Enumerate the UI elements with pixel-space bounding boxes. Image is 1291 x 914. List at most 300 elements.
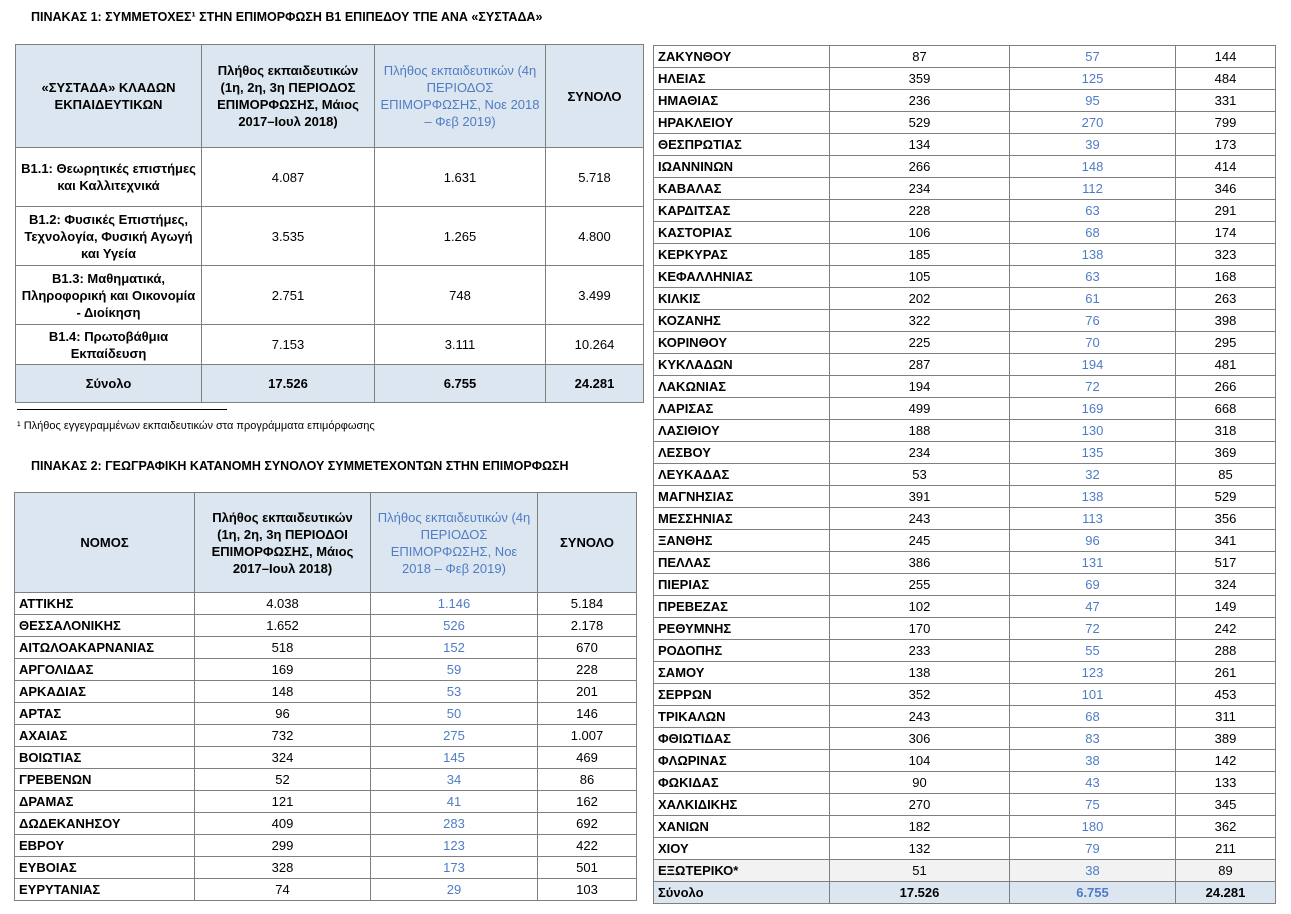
table-row xyxy=(654,816,1276,838)
value-periods-1-3: 234 xyxy=(830,442,1010,464)
value-period-4: 32 xyxy=(1010,464,1176,486)
value-periods-1-3: 306 xyxy=(830,728,1010,750)
value-periods-1-3: 90 xyxy=(830,772,1010,794)
value-total: 346 xyxy=(1176,178,1276,200)
value-total: 295 xyxy=(1176,332,1276,354)
value-period-4: 55 xyxy=(1010,640,1176,662)
value-period-4: 112 xyxy=(1010,178,1176,200)
value-periods-1-3: 105 xyxy=(830,266,1010,288)
prefecture-name: ΛΑΣΙΘΙΟΥ xyxy=(654,420,830,442)
value-total: 85 xyxy=(1176,464,1276,486)
value-total: 89 xyxy=(1176,860,1276,882)
prefecture-name: ΦΛΩΡΙΝΑΣ xyxy=(654,750,830,772)
value-period-4: 79 xyxy=(1010,838,1176,860)
value-period-4: 53 xyxy=(371,681,538,703)
value-period-4: 68 xyxy=(1010,222,1176,244)
value-periods-1-3: 3.535 xyxy=(202,207,375,266)
value-period-4: 3.111 xyxy=(375,325,546,365)
value-periods-1-3: 202 xyxy=(830,288,1010,310)
value-total: 162 xyxy=(538,791,637,813)
table-row xyxy=(654,662,1276,684)
value-period-4: 61 xyxy=(1010,288,1176,310)
table2-header-prefecture: ΝΟΜΟΣ xyxy=(15,493,195,593)
total-label: Σύνολο xyxy=(16,365,202,403)
value-total: 5.184 xyxy=(538,593,637,615)
table-row xyxy=(16,266,644,325)
value-periods-1-3: 499 xyxy=(830,398,1010,420)
prefecture-name: ΦΩΚΙΔΑΣ xyxy=(654,772,830,794)
footnote-divider xyxy=(17,409,227,410)
value-periods-1-3: 17.526 xyxy=(830,882,1010,904)
prefecture-name: ΠΙΕΡΙΑΣ xyxy=(654,574,830,596)
value-total: 5.718 xyxy=(546,148,644,207)
table1-header-row xyxy=(16,45,644,148)
value-period-4: 748 xyxy=(375,266,546,325)
value-total: 529 xyxy=(1176,486,1276,508)
value-periods-1-3: 7.153 xyxy=(202,325,375,365)
table-row xyxy=(654,530,1276,552)
value-periods-1-3: 96 xyxy=(195,703,371,725)
value-total: 389 xyxy=(1176,728,1276,750)
value-periods-1-3: 386 xyxy=(830,552,1010,574)
table-row xyxy=(654,486,1276,508)
prefecture-name: ΑΡΓΟΛΙΔΑΣ xyxy=(15,659,195,681)
table-row xyxy=(15,659,637,681)
prefecture-name: ΚΙΛΚΙΣ xyxy=(654,288,830,310)
table2-abroad-row xyxy=(654,860,1276,882)
table1-total-row xyxy=(16,365,644,403)
value-period-4: 72 xyxy=(1010,376,1176,398)
value-periods-1-3: 102 xyxy=(830,596,1010,618)
value-periods-1-3: 270 xyxy=(830,794,1010,816)
value-total: 311 xyxy=(1176,706,1276,728)
prefecture-name: ΛΕΥΚΑΔΑΣ xyxy=(654,464,830,486)
prefecture-name: ΘΕΣΠΡΩΤΙΑΣ xyxy=(654,134,830,156)
value-periods-1-3: 138 xyxy=(830,662,1010,684)
value-periods-1-3: 106 xyxy=(830,222,1010,244)
value-total: 670 xyxy=(538,637,637,659)
value-period-4: 135 xyxy=(1010,442,1176,464)
value-period-4: 125 xyxy=(1010,68,1176,90)
value-total: 201 xyxy=(538,681,637,703)
value-periods-1-3: 52 xyxy=(195,769,371,791)
value-total: 517 xyxy=(1176,552,1276,574)
value-period-4: 59 xyxy=(371,659,538,681)
prefecture-name: ΗΡΑΚΛΕΙΟΥ xyxy=(654,112,830,134)
value-total: 469 xyxy=(538,747,637,769)
value-total: 261 xyxy=(1176,662,1276,684)
table-row xyxy=(654,68,1276,90)
prefecture-name: Σύνολο xyxy=(654,882,830,904)
value-period-4: 68 xyxy=(1010,706,1176,728)
prefecture-name: ΙΩΑΝΝΙΝΩΝ xyxy=(654,156,830,178)
value-period-4: 1.631 xyxy=(375,148,546,207)
value-period-4: 43 xyxy=(1010,772,1176,794)
table-row xyxy=(15,703,637,725)
value-total: 142 xyxy=(1176,750,1276,772)
table-row xyxy=(654,244,1276,266)
table-row xyxy=(15,835,637,857)
value-total: 324 xyxy=(1176,574,1276,596)
table-row xyxy=(654,398,1276,420)
table-row xyxy=(654,376,1276,398)
table-row xyxy=(15,615,637,637)
value-total: 266 xyxy=(1176,376,1276,398)
value-total: 501 xyxy=(538,857,637,879)
table-row xyxy=(16,148,644,207)
total-periods-1-3: 17.526 xyxy=(202,365,375,403)
value-periods-1-3: 170 xyxy=(830,618,1010,640)
prefecture-name: ΡΟΔΟΠΗΣ xyxy=(654,640,830,662)
value-periods-1-3: 299 xyxy=(195,835,371,857)
value-total: 4.800 xyxy=(546,207,644,266)
prefecture-name: ΚΥΚΛΑΔΩΝ xyxy=(654,354,830,376)
table2-header-total: ΣΥΝΟΛΟ xyxy=(538,493,637,593)
prefecture-name: ΚΕΡΚΥΡΑΣ xyxy=(654,244,830,266)
value-period-4: 138 xyxy=(1010,244,1176,266)
prefecture-name: ΖΑΚΥΝΘΟΥ xyxy=(654,46,830,68)
prefecture-name: ΚΟΖΑΝΗΣ xyxy=(654,310,830,332)
prefecture-name: ΚΑΒΑΛΑΣ xyxy=(654,178,830,200)
value-periods-1-3: 194 xyxy=(830,376,1010,398)
value-total: 1.007 xyxy=(538,725,637,747)
table-row xyxy=(654,222,1276,244)
value-total: 422 xyxy=(538,835,637,857)
table-row xyxy=(16,325,644,365)
category-label: Β1.2: Φυσικές Επιστήμες, Τεχνολογία, Φυσική Αγωγή και Υγεία xyxy=(16,207,202,266)
table-row xyxy=(654,46,1276,68)
value-periods-1-3: 234 xyxy=(830,178,1010,200)
value-period-4: 152 xyxy=(371,637,538,659)
value-period-4: 72 xyxy=(1010,618,1176,640)
value-period-4: 130 xyxy=(1010,420,1176,442)
table-row xyxy=(654,750,1276,772)
value-periods-1-3: 243 xyxy=(830,706,1010,728)
value-periods-1-3: 185 xyxy=(830,244,1010,266)
value-periods-1-3: 1.652 xyxy=(195,615,371,637)
value-periods-1-3: 132 xyxy=(830,838,1010,860)
prefecture-name: ΚΕΦΑΛΛΗΝΙΑΣ xyxy=(654,266,830,288)
value-periods-1-3: 51 xyxy=(830,860,1010,882)
value-total: 692 xyxy=(538,813,637,835)
table-row xyxy=(654,552,1276,574)
prefecture-name: ΚΟΡΙΝΘΟΥ xyxy=(654,332,830,354)
value-period-4: 138 xyxy=(1010,486,1176,508)
value-period-4: 1.146 xyxy=(371,593,538,615)
table-row xyxy=(654,684,1276,706)
prefecture-name: ΑΡΚΑΔΙΑΣ xyxy=(15,681,195,703)
value-total: 362 xyxy=(1176,816,1276,838)
prefecture-name: ΔΡΑΜΑΣ xyxy=(15,791,195,813)
value-period-4: 29 xyxy=(371,879,538,901)
category-label: Β1.4: Πρωτοβάθμια Εκπαίδευση xyxy=(16,325,202,365)
table2-header-row xyxy=(15,493,637,593)
table2-title: ΠΙΝΑΚΑΣ 2: ΓΕΩΓΡΑΦΙΚΗ ΚΑΤΑΝΟΜΗ ΣΥΝΟΛΟΥ ΣΥΜΜΕΤΕΧΟΝΤΩΝ ΣΤΗΝ ΕΠΙΜΟΡΦΩΣΗ xyxy=(31,459,569,473)
value-period-4: 148 xyxy=(1010,156,1176,178)
table1-header-category: «ΣΥΣΤΑΔΑ» ΚΛΑΔΩΝ ΕΚΠΑΙΔΕΥΤΙΚΩΝ xyxy=(16,45,202,148)
value-total: 228 xyxy=(538,659,637,681)
value-period-4: 47 xyxy=(1010,596,1176,618)
table-row xyxy=(654,772,1276,794)
value-period-4: 38 xyxy=(1010,860,1176,882)
value-total: 668 xyxy=(1176,398,1276,420)
table-row xyxy=(15,681,637,703)
table-row xyxy=(654,90,1276,112)
value-total: 369 xyxy=(1176,442,1276,464)
value-periods-1-3: 255 xyxy=(830,574,1010,596)
prefecture-name: ΔΩΔΕΚΑΝΗΣΟΥ xyxy=(15,813,195,835)
value-periods-1-3: 328 xyxy=(195,857,371,879)
value-period-4: 75 xyxy=(1010,794,1176,816)
total-period-4: 6.755 xyxy=(375,365,546,403)
prefecture-name: ΑΤΤΙΚΗΣ xyxy=(15,593,195,615)
table2-total-row xyxy=(654,882,1276,904)
value-total: 345 xyxy=(1176,794,1276,816)
value-total: 414 xyxy=(1176,156,1276,178)
prefecture-name: ΜΑΓΝΗΣΙΑΣ xyxy=(654,486,830,508)
table-row xyxy=(15,747,637,769)
prefecture-name: ΑΙΤΩΛΟΑΚΑΡΝΑΝΙΑΣ xyxy=(15,637,195,659)
value-period-4: 63 xyxy=(1010,266,1176,288)
value-period-4: 123 xyxy=(1010,662,1176,684)
value-total: 168 xyxy=(1176,266,1276,288)
value-total: 211 xyxy=(1176,838,1276,860)
value-periods-1-3: 182 xyxy=(830,816,1010,838)
value-period-4: 131 xyxy=(1010,552,1176,574)
prefecture-name: ΗΜΑΘΙΑΣ xyxy=(654,90,830,112)
table-row xyxy=(654,640,1276,662)
value-periods-1-3: 225 xyxy=(830,332,1010,354)
value-total: 146 xyxy=(538,703,637,725)
table-row xyxy=(654,112,1276,134)
value-total: 341 xyxy=(1176,530,1276,552)
value-period-4: 34 xyxy=(371,769,538,791)
table1-header-total: ΣΥΝΟΛΟ xyxy=(546,45,644,148)
table2-left xyxy=(14,492,637,901)
table-row xyxy=(15,857,637,879)
value-periods-1-3: 228 xyxy=(830,200,1010,222)
value-periods-1-3: 121 xyxy=(195,791,371,813)
value-periods-1-3: 233 xyxy=(830,640,1010,662)
value-periods-1-3: 732 xyxy=(195,725,371,747)
value-period-4: 76 xyxy=(1010,310,1176,332)
prefecture-name: ΑΧΑΙΑΣ xyxy=(15,725,195,747)
value-total: 10.264 xyxy=(546,325,644,365)
value-period-4: 63 xyxy=(1010,200,1176,222)
table2-header-period-4: Πλήθος εκπαιδευτικών (4η ΠΕΡΙΟΔΟΣ ΕΠΙΜΟΡΦΩΣΗΣ, Νοε 2018 – Φεβ 2019) xyxy=(371,493,538,593)
prefecture-name: ΜΕΣΣΗΝΙΑΣ xyxy=(654,508,830,530)
table-row xyxy=(654,332,1276,354)
table-row xyxy=(654,464,1276,486)
table-row xyxy=(654,156,1276,178)
prefecture-name: ΘΕΣΣΑΛΟΝΙΚΗΣ xyxy=(15,615,195,637)
table-row xyxy=(654,134,1276,156)
table-row xyxy=(654,288,1276,310)
value-total: 484 xyxy=(1176,68,1276,90)
value-periods-1-3: 409 xyxy=(195,813,371,835)
value-period-4: 50 xyxy=(371,703,538,725)
prefecture-name: ΦΘΙΩΤΙΔΑΣ xyxy=(654,728,830,750)
value-periods-1-3: 359 xyxy=(830,68,1010,90)
value-total: 144 xyxy=(1176,46,1276,68)
prefecture-name: ΕΥΡΥΤΑΝΙΑΣ xyxy=(15,879,195,901)
prefecture-name: ΑΡΤΑΣ xyxy=(15,703,195,725)
table-row xyxy=(654,354,1276,376)
value-period-4: 95 xyxy=(1010,90,1176,112)
prefecture-name: ΛΑΚΩΝΙΑΣ xyxy=(654,376,830,398)
table1-header-period-4: Πλήθος εκπαιδευτικών (4η ΠΕΡΙΟΔΟΣ ΕΠΙΜΟΡΦΩΣΗΣ, Νοε 2018 – Φεβ 2019) xyxy=(375,45,546,148)
value-periods-1-3: 391 xyxy=(830,486,1010,508)
table-row xyxy=(654,310,1276,332)
prefecture-name: ΧΑΛΚΙΔΙΚΗΣ xyxy=(654,794,830,816)
value-total: 453 xyxy=(1176,684,1276,706)
table1-header-periods-1-3: Πλήθος εκπαιδευτικών (1η, 2η, 3η ΠΕΡΙΟΔΟΣ ΕΠΙΜΟΡΦΩΣΗΣ, Μάιος 2017–Ιουλ 2018) xyxy=(202,45,375,148)
table-row xyxy=(654,596,1276,618)
value-total: 398 xyxy=(1176,310,1276,332)
value-periods-1-3: 148 xyxy=(195,681,371,703)
value-period-4: 69 xyxy=(1010,574,1176,596)
value-period-4: 41 xyxy=(371,791,538,813)
table-row xyxy=(654,420,1276,442)
value-total: 24.281 xyxy=(1176,882,1276,904)
value-periods-1-3: 188 xyxy=(830,420,1010,442)
table2-header-periods-1-3: Πλήθος εκπαιδευτικών (1η, 2η, 3η ΠΕΡΙΟΔΟΙ ΕΠΙΜΟΡΦΩΣΗΣ, Μάιος 2017–Ιουλ 2018) xyxy=(195,493,371,593)
prefecture-name: ΛΑΡΙΣΑΣ xyxy=(654,398,830,420)
value-periods-1-3: 243 xyxy=(830,508,1010,530)
value-total: 291 xyxy=(1176,200,1276,222)
value-periods-1-3: 87 xyxy=(830,46,1010,68)
value-total: 331 xyxy=(1176,90,1276,112)
table-row xyxy=(654,508,1276,530)
table-row xyxy=(15,879,637,901)
table-row xyxy=(15,637,637,659)
value-total: 356 xyxy=(1176,508,1276,530)
table1 xyxy=(15,44,644,403)
value-period-4: 38 xyxy=(1010,750,1176,772)
table-row xyxy=(654,794,1276,816)
value-periods-1-3: 518 xyxy=(195,637,371,659)
value-period-4: 113 xyxy=(1010,508,1176,530)
value-total: 174 xyxy=(1176,222,1276,244)
prefecture-name: ΛΕΣΒΟΥ xyxy=(654,442,830,464)
value-periods-1-3: 529 xyxy=(830,112,1010,134)
value-period-4: 1.265 xyxy=(375,207,546,266)
value-period-4: 283 xyxy=(371,813,538,835)
prefecture-name: ΓΡΕΒΕΝΩΝ xyxy=(15,769,195,791)
prefecture-name: ΧΙΟΥ xyxy=(654,838,830,860)
prefecture-name: ΚΑΡΔΙΤΣΑΣ xyxy=(654,200,830,222)
prefecture-name: ΧΑΝΙΩΝ xyxy=(654,816,830,838)
value-periods-1-3: 134 xyxy=(830,134,1010,156)
value-period-4: 6.755 xyxy=(1010,882,1176,904)
value-periods-1-3: 236 xyxy=(830,90,1010,112)
value-periods-1-3: 74 xyxy=(195,879,371,901)
value-periods-1-3: 352 xyxy=(830,684,1010,706)
value-periods-1-3: 2.751 xyxy=(202,266,375,325)
table-row xyxy=(654,574,1276,596)
value-total: 149 xyxy=(1176,596,1276,618)
value-total: 133 xyxy=(1176,772,1276,794)
table-row xyxy=(15,593,637,615)
value-total: 103 xyxy=(538,879,637,901)
value-periods-1-3: 4.087 xyxy=(202,148,375,207)
table-row xyxy=(15,769,637,791)
value-periods-1-3: 104 xyxy=(830,750,1010,772)
table-row xyxy=(654,442,1276,464)
footnote: ¹ Πλήθος εγγεγραμμένων εκπαιδευτικών στα προγράμματα επιμόρφωσης xyxy=(17,420,375,432)
value-periods-1-3: 287 xyxy=(830,354,1010,376)
category-label: Β1.3: Μαθηματικά, Πληροφορική και Οικονομία - Διοίκηση xyxy=(16,266,202,325)
value-total: 481 xyxy=(1176,354,1276,376)
prefecture-name: ΣΑΜΟΥ xyxy=(654,662,830,684)
table-row xyxy=(654,200,1276,222)
prefecture-name: ΕΞΩΤΕΡΙΚΟ* xyxy=(654,860,830,882)
table1-title: ΠΙΝΑΚΑΣ 1: ΣΥΜΜΕΤΟΧΕΣ¹ ΣΤΗΝ ΕΠΙΜΟΡΦΩΣΗ Β1 ΕΠΙΠΕΔΟΥ ΤΠΕ ΑΝΑ «ΣΥΣΤΑΔΑ» xyxy=(31,10,543,24)
value-periods-1-3: 4.038 xyxy=(195,593,371,615)
prefecture-name: ΚΑΣΤΟΡΙΑΣ xyxy=(654,222,830,244)
value-period-4: 169 xyxy=(1010,398,1176,420)
value-period-4: 145 xyxy=(371,747,538,769)
prefecture-name: ΡΕΘΥΜΝΗΣ xyxy=(654,618,830,640)
prefecture-name: ΣΕΡΡΩΝ xyxy=(654,684,830,706)
value-period-4: 96 xyxy=(1010,530,1176,552)
value-period-4: 101 xyxy=(1010,684,1176,706)
value-period-4: 275 xyxy=(371,725,538,747)
prefecture-name: ΞΑΝΘΗΣ xyxy=(654,530,830,552)
value-total: 2.178 xyxy=(538,615,637,637)
table-row xyxy=(654,728,1276,750)
table-row xyxy=(16,207,644,266)
value-periods-1-3: 169 xyxy=(195,659,371,681)
table-row xyxy=(654,178,1276,200)
category-label: Β1.1: Θεωρητικές επιστήμες και Καλλιτεχνικά xyxy=(16,148,202,207)
prefecture-name: ΕΥΒΟΙΑΣ xyxy=(15,857,195,879)
value-periods-1-3: 245 xyxy=(830,530,1010,552)
total-total: 24.281 xyxy=(546,365,644,403)
prefecture-name: ΒΟΙΩΤΙΑΣ xyxy=(15,747,195,769)
value-period-4: 39 xyxy=(1010,134,1176,156)
prefecture-name: ΕΒΡΟΥ xyxy=(15,835,195,857)
value-total: 323 xyxy=(1176,244,1276,266)
value-period-4: 57 xyxy=(1010,46,1176,68)
value-period-4: 526 xyxy=(371,615,538,637)
table2-right xyxy=(653,45,1276,904)
prefecture-name: ΤΡΙΚΑΛΩΝ xyxy=(654,706,830,728)
value-periods-1-3: 322 xyxy=(830,310,1010,332)
value-total: 173 xyxy=(1176,134,1276,156)
value-total: 799 xyxy=(1176,112,1276,134)
value-period-4: 180 xyxy=(1010,816,1176,838)
value-period-4: 70 xyxy=(1010,332,1176,354)
value-period-4: 173 xyxy=(371,857,538,879)
value-total: 242 xyxy=(1176,618,1276,640)
table-row xyxy=(654,618,1276,640)
table-row xyxy=(654,838,1276,860)
value-total: 288 xyxy=(1176,640,1276,662)
table-row xyxy=(15,813,637,835)
value-period-4: 194 xyxy=(1010,354,1176,376)
value-periods-1-3: 53 xyxy=(830,464,1010,486)
value-total: 3.499 xyxy=(546,266,644,325)
table-row xyxy=(15,791,637,813)
value-total: 263 xyxy=(1176,288,1276,310)
prefecture-name: ΠΡΕΒΕΖΑΣ xyxy=(654,596,830,618)
prefecture-name: ΗΛΕΙΑΣ xyxy=(654,68,830,90)
table-row xyxy=(654,706,1276,728)
value-total: 318 xyxy=(1176,420,1276,442)
value-periods-1-3: 266 xyxy=(830,156,1010,178)
table-row xyxy=(654,266,1276,288)
